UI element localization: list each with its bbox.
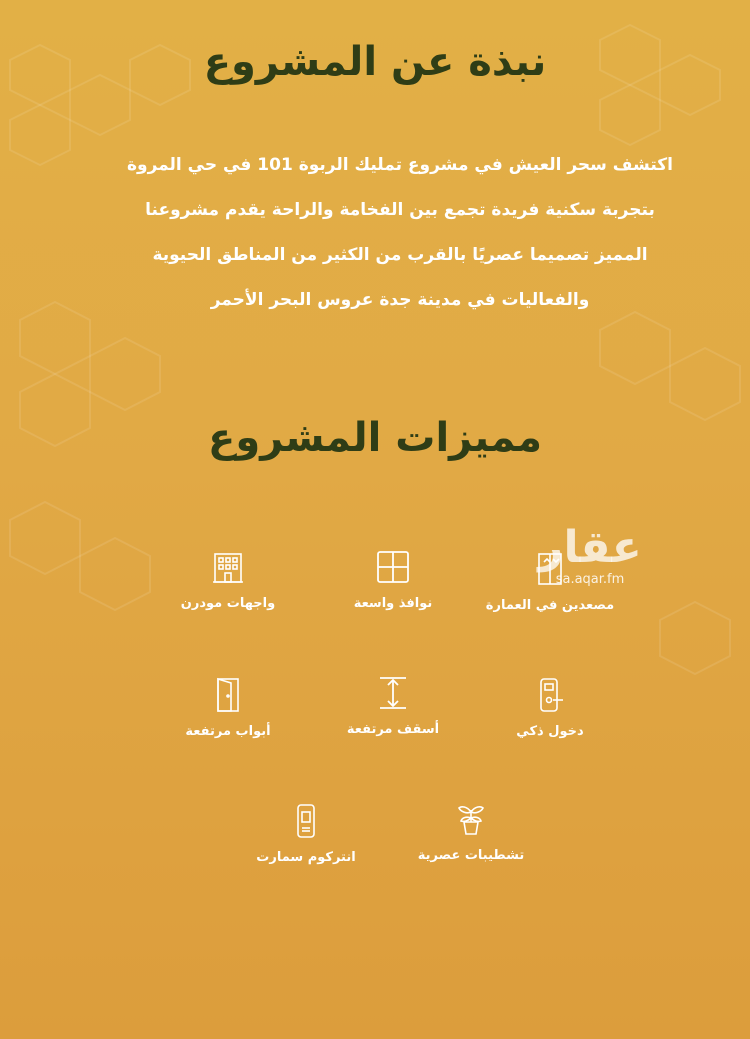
about-line-2: بتجربة سكنية فريدة تجمع بين الفخامة والراحة يقدم مشروعنا: [145, 200, 655, 220]
aqar-watermark: [525, 522, 655, 587]
about-line-3: المميز تصميما عصريًا بالقرب من الكثير من المناطق الحيوية: [152, 245, 648, 265]
plant-icon: [452, 800, 490, 838]
smart-lock-icon: [531, 676, 569, 714]
ceiling-height-icon: [374, 674, 412, 712]
about-section-title: نبذة عن المشروع: [203, 39, 547, 85]
feature-label: تشطيبات عصرية: [417, 848, 525, 863]
feature-tall-doors: [128, 676, 328, 739]
about-description: [90, 143, 710, 323]
about-line-1: اكتشف سحر العيش في مشروع تمليك الربوة 101 في حي المروة: [126, 155, 674, 175]
feature-label: نوافذ واسعة: [353, 596, 433, 611]
feature-label: دخول ذكي: [516, 724, 584, 739]
door-icon: [209, 676, 247, 714]
intercom-icon: [287, 802, 325, 840]
aqar-logo: عقار: [538, 522, 642, 573]
feature-label: مصعدين في العمارة: [485, 598, 615, 613]
building-icon: [209, 548, 247, 586]
features-section-title: مميزات المشروع: [208, 415, 542, 461]
about-line-4: والفعاليات في مدينة جدة عروس البحر الأحمر: [210, 290, 590, 310]
aqar-url: sa.aqar.fm: [555, 572, 625, 587]
feature-smart-intercom: [206, 802, 406, 865]
feature-label: أسقف مرتفعة: [346, 722, 440, 737]
feature-label: أبواب مرتفعة: [185, 724, 271, 739]
feature-label: انتركوم سمارت: [256, 850, 356, 865]
feature-modern-facades: [128, 548, 328, 611]
feature-label: واجهات مودرن: [180, 596, 276, 611]
window-icon: [374, 548, 412, 586]
